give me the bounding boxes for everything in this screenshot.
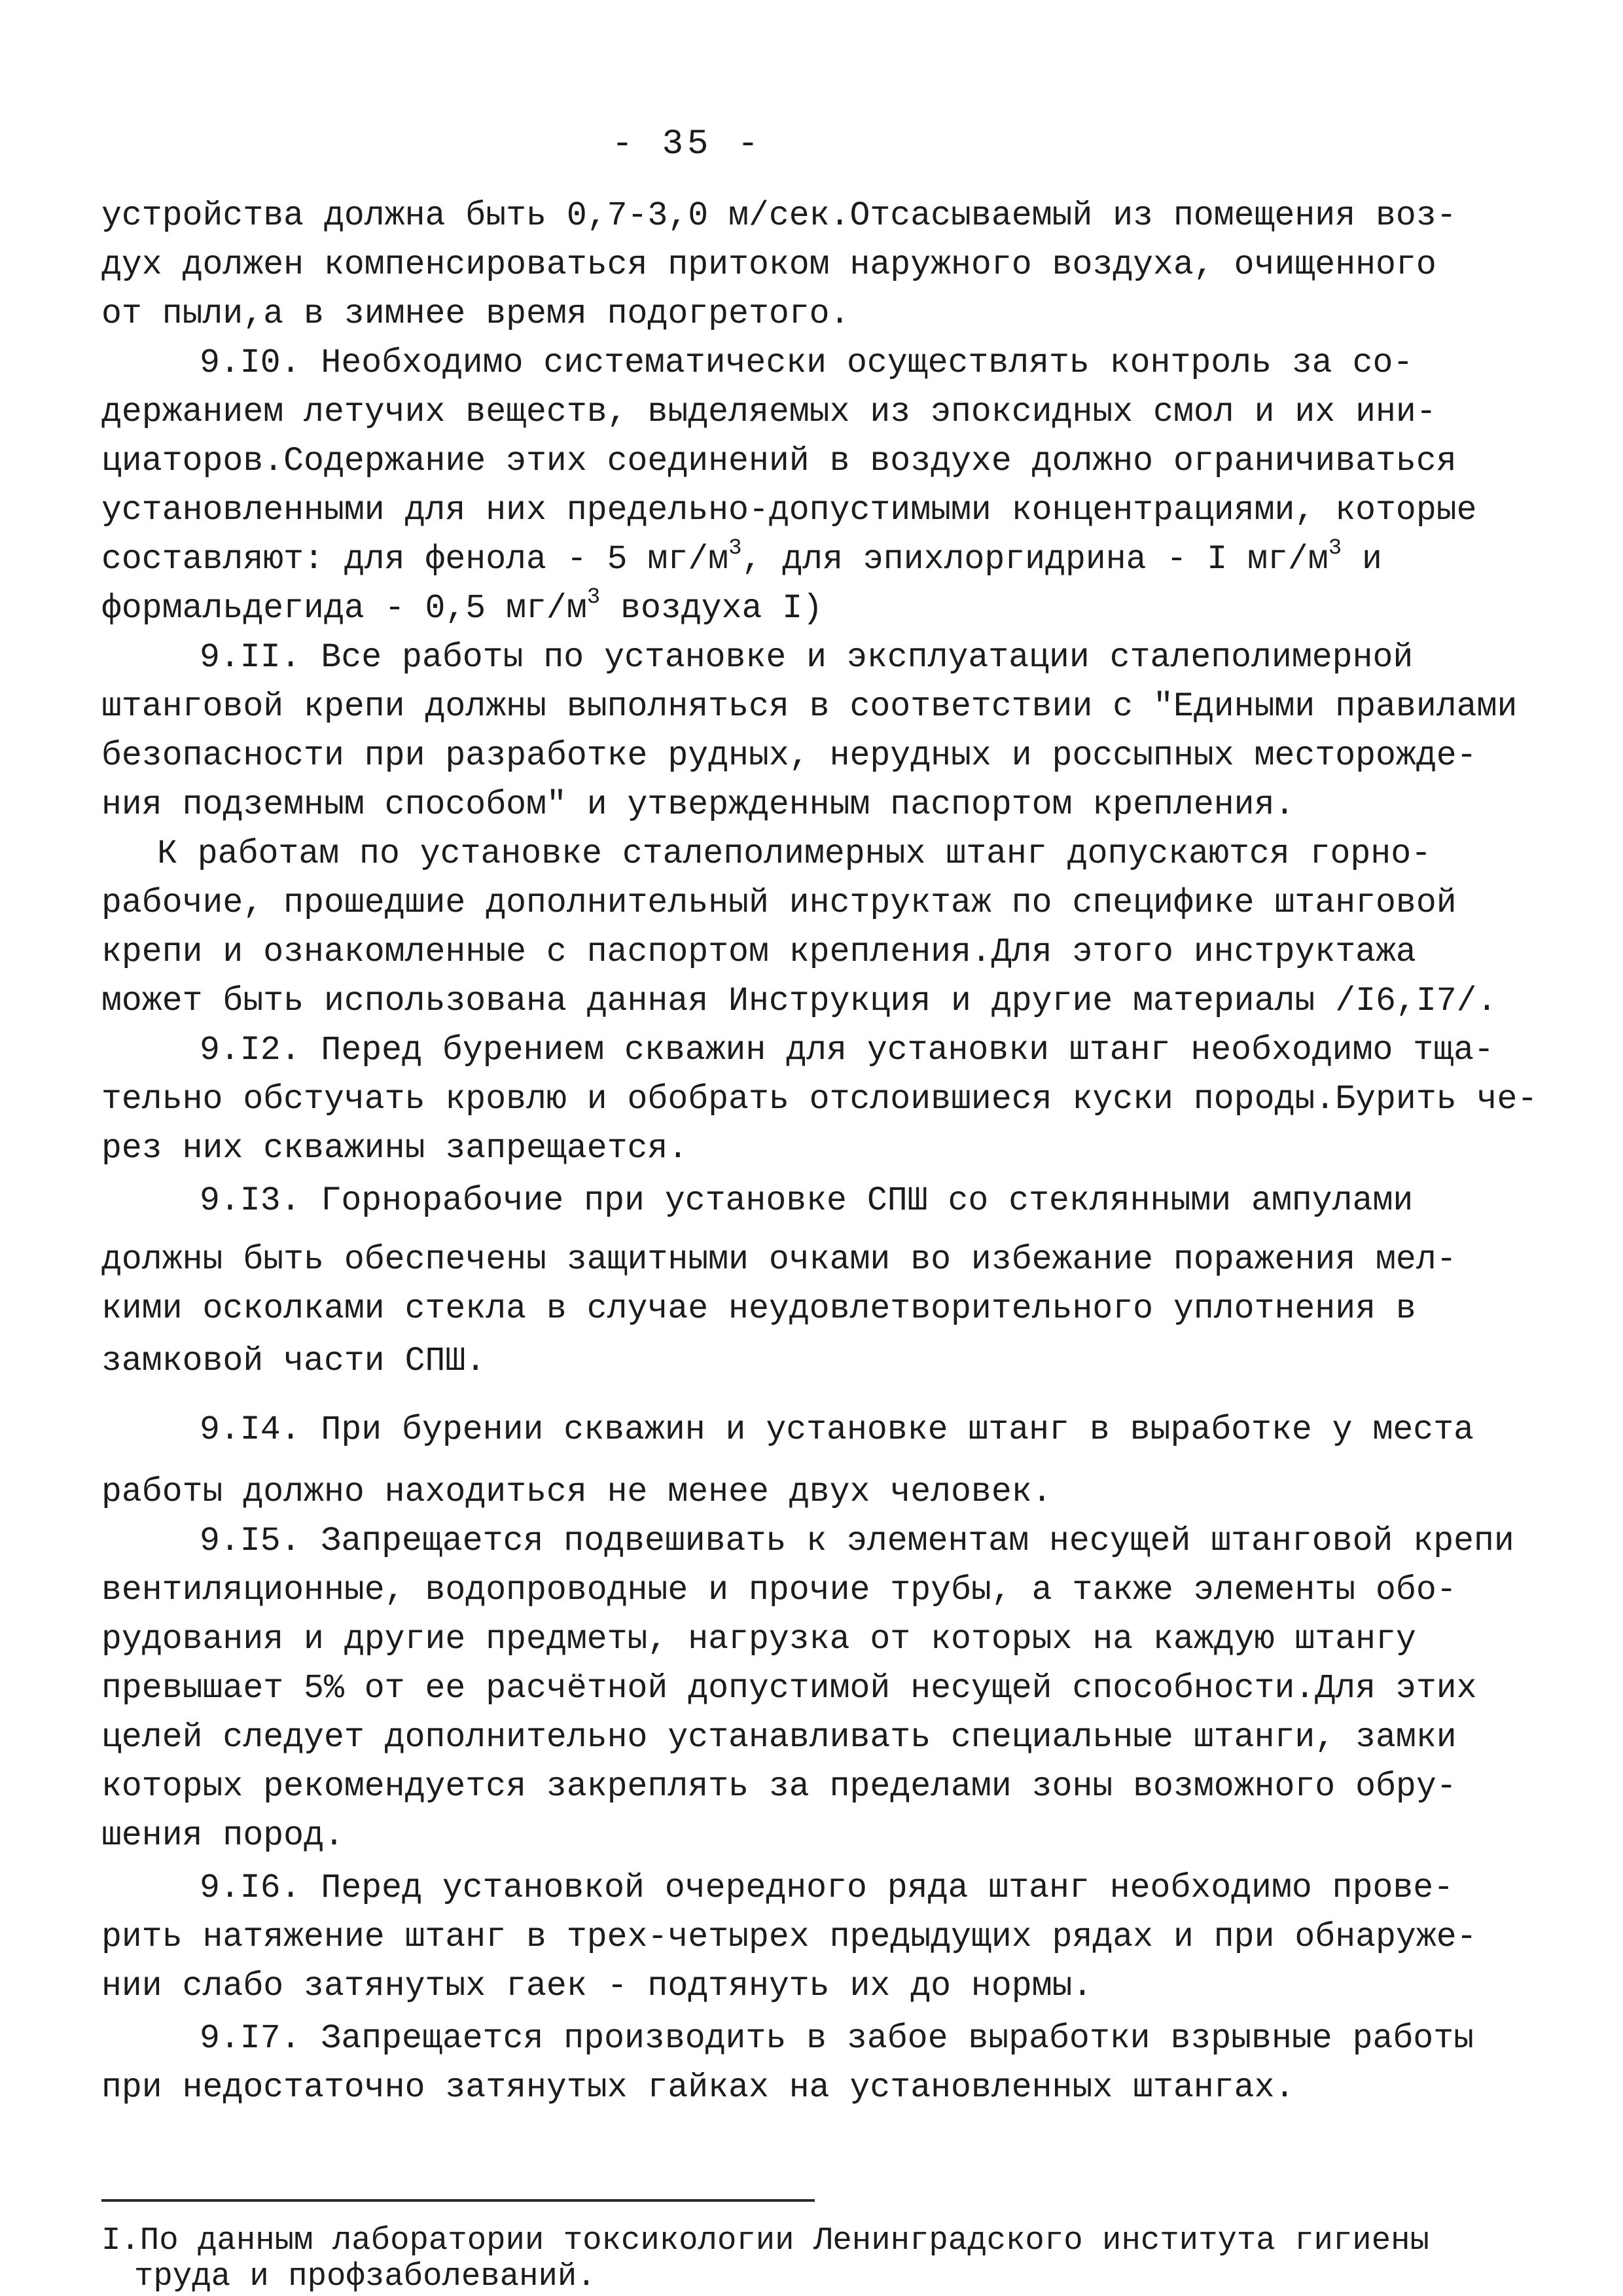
text-segment: и <box>1342 541 1382 579</box>
text-line: циаторов.Содержание этих соединений в воздухе должно ограничиваться <box>101 442 1457 480</box>
text-line: ния подземным способом" и утвержденным паспортом крепления. <box>101 786 1295 824</box>
text-line: работы должно находиться не менее двух человек. <box>101 1473 1052 1511</box>
text-line: при недостаточно затянутых гайках на установленных штангах. <box>101 2069 1295 2107</box>
footnote-separator <box>101 2199 815 2202</box>
text-segment: составляют: для фенола - 5 мг/м <box>101 541 729 579</box>
text-line: установленными для них предельно-допустимыми концентрациями, которые <box>101 492 1477 529</box>
superscript-exponent: 3 <box>1328 536 1342 561</box>
text-line-units <box>0 585 1623 628</box>
text-segment: , для эпихлоргидрина - I мг/м <box>741 541 1329 579</box>
text-line-units <box>0 536 1623 579</box>
text-line: кими осколками стекла в случае неудовлетворительного уплотнения в <box>101 1290 1416 1328</box>
text-line: 9.I0. Необходимо систематически осуществлять контроль за со- <box>200 344 1414 382</box>
text-line: вентиляционные, водопроводные и прочие трубы, а также элементы обо- <box>101 1571 1457 1609</box>
text-line: тельно обстучать кровлю и обобрать отслоившиеся куски породы.Бурить че- <box>101 1081 1538 1119</box>
text-line: 9.II. Все работы по установке и эксплуатации сталеполимерной <box>200 639 1414 677</box>
text-line: целей следует дополнительно устанавливать специальные штанги, замки <box>101 1719 1457 1757</box>
text-line: 9.I2. Перед бурением скважин для установки штанг необходимо тща- <box>200 1031 1494 1069</box>
footnote-line: I.По данным лаборатории токсикологии Ленинградского института гигиены <box>101 2222 1429 2259</box>
text-line: безопасности при разработке рудных, нерудных и россыпных месторожде- <box>101 737 1477 775</box>
text-line: 9.I5. Запрещается подвешивать к элементам несущей штанговой крепи <box>200 1522 1514 1560</box>
text-line: дух должен компенсироваться притоком наружного воздуха, очищенного <box>101 246 1436 284</box>
text-line: крепи и ознакомленные с паспортом крепления.Для этого инструктажа <box>101 933 1416 971</box>
text-line: превышает 5% от ее расчётной допустимой несущей способности.Для этих <box>101 1670 1477 1708</box>
text-line: 9.I4. При бурении скважин и установке штанг в выработке у места <box>200 1411 1474 1449</box>
text-line: может быть использована данная Инструкция и другие материалы /I6,I7/. <box>101 982 1497 1020</box>
text-line: шения пород. <box>101 1817 344 1855</box>
text-line: 9.I3. Горнорабочие при установке СПШ со стеклянными ампулами <box>200 1182 1414 1220</box>
text-line: штанговой крепи должны выполняться в соответствии с "Едиными правилами <box>101 688 1518 726</box>
text-line: рить натяжение штанг в трех-четырех предыдущих рядах и при обнаруже- <box>101 1918 1477 1956</box>
text-line: рез них скважины запрещается. <box>101 1130 688 1168</box>
text-line: нии слабо затянутых гаек - подтянуть их до нормы. <box>101 1967 1093 2005</box>
text-line: рудования и другие предметы, нагрузка от которых на каждую штангу <box>101 1621 1416 1659</box>
page-number: - 35 - <box>611 124 763 164</box>
text-line: от пыли,а в зимнее время подогретого. <box>101 295 850 333</box>
text-segment: воздуха I) <box>600 590 823 628</box>
text-line: устройства должна быть 0,7-3,0 м/сек.Отсасываемый из помещения воз- <box>101 197 1457 235</box>
text-segment: формальдегида - 0,5 мг/м <box>101 590 587 628</box>
text-line: рабочие, прошедшие дополнительный инструктаж по специфике штанговой <box>101 884 1457 922</box>
text-line: К работам по установке сталеполимерных штанг допускаются горно- <box>157 835 1432 873</box>
superscript-exponent: 3 <box>728 536 742 561</box>
footnote-line: труда и профзаболеваний. <box>134 2258 596 2295</box>
superscript-exponent: 3 <box>586 585 601 610</box>
text-line: должны быть обеспечены защитными очками во избежание поражения мел- <box>101 1241 1457 1279</box>
text-line: которых рекомендуется закреплять за пределами зоны возможного обру- <box>101 1768 1457 1806</box>
text-line: держанием летучих веществ, выделяемых из эпоксидных смол и их ини- <box>101 393 1436 431</box>
text-line: 9.I7. Запрещается производить в забое выработки взрывные работы <box>200 2020 1474 2058</box>
text-line: замковой части СПШ. <box>101 1342 486 1380</box>
text-line: 9.I6. Перед установкой очередного ряда штанг необходимо прове- <box>200 1869 1454 1907</box>
